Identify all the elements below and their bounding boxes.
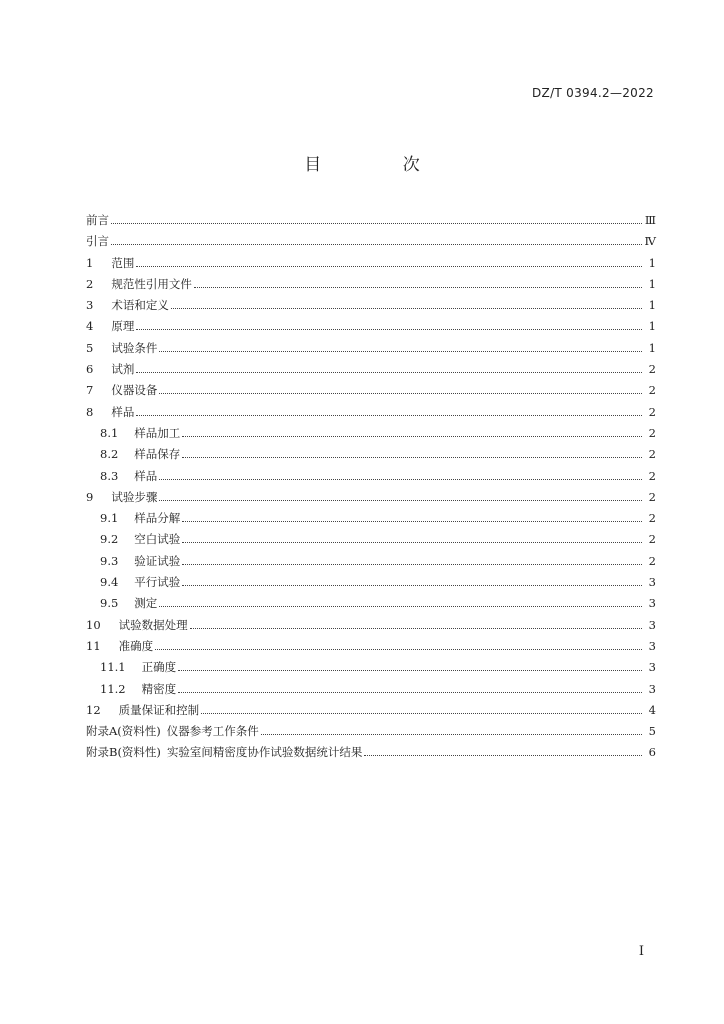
toc-entry-number: 5 bbox=[86, 340, 94, 355]
toc-leader-dots bbox=[182, 564, 642, 565]
toc-leader-dots bbox=[136, 415, 642, 416]
toc-entry-label: 范围 bbox=[111, 255, 135, 270]
toc-entry-label: 样品分解 bbox=[134, 511, 181, 526]
toc-entry[interactable] bbox=[86, 487, 656, 508]
toc-leader-dots bbox=[136, 266, 642, 267]
toc-entry-page: 3 bbox=[648, 681, 656, 696]
toc-entry-page: Ⅳ bbox=[644, 234, 656, 249]
toc-entry-page: 5 bbox=[648, 724, 656, 739]
toc-entry-page: 6 bbox=[648, 745, 656, 760]
toc-entry-number: 10 bbox=[86, 617, 101, 632]
toc-entry-page: 2 bbox=[648, 532, 656, 547]
toc-leader-dots bbox=[159, 393, 642, 394]
page-number: I bbox=[638, 944, 644, 959]
toc-entry-page: 2 bbox=[648, 511, 656, 526]
toc-entry-number: 8.3 bbox=[100, 468, 119, 483]
toc-entry-number: 11.1 bbox=[100, 660, 126, 675]
toc-entry[interactable] bbox=[86, 529, 656, 550]
toc-leader-dots bbox=[159, 606, 642, 607]
toc-entry[interactable] bbox=[86, 274, 656, 295]
toc-entry[interactable] bbox=[86, 338, 656, 359]
toc-entry-page: 3 bbox=[648, 660, 656, 675]
toc-entry-page: 2 bbox=[648, 553, 656, 568]
toc-entry[interactable] bbox=[86, 316, 656, 337]
toc-entry[interactable] bbox=[86, 402, 656, 423]
toc-entry-label: 样品保存 bbox=[134, 447, 181, 462]
toc-entry-page: 1 bbox=[648, 340, 656, 355]
toc-entry-number: 6 bbox=[86, 362, 94, 377]
toc-leader-dots bbox=[182, 542, 642, 543]
toc-entry[interactable] bbox=[86, 508, 656, 529]
table-of-contents bbox=[86, 210, 656, 764]
toc-title: 目 次 bbox=[304, 155, 458, 175]
toc-entry[interactable] bbox=[86, 679, 656, 700]
toc-entry-label: 测定 bbox=[134, 596, 158, 611]
toc-leader-dots bbox=[194, 287, 642, 288]
toc-leader-dots bbox=[159, 351, 642, 352]
toc-entry-page: 2 bbox=[648, 383, 656, 398]
toc-entry-number: 7 bbox=[86, 383, 94, 398]
toc-entry-page: 2 bbox=[648, 404, 656, 419]
toc-entry[interactable] bbox=[86, 253, 656, 274]
toc-entry-label: 引言 bbox=[86, 234, 109, 249]
toc-entry-number: 8 bbox=[86, 404, 94, 419]
toc-leader-dots bbox=[159, 500, 642, 501]
toc-leader-dots bbox=[364, 755, 642, 756]
toc-entry-number: 8.1 bbox=[100, 425, 119, 440]
toc-entry-number: 4 bbox=[86, 319, 94, 334]
toc-leader-dots bbox=[178, 670, 642, 671]
toc-leader-dots bbox=[111, 223, 642, 224]
toc-entry-label: 规范性引用文件 bbox=[111, 276, 192, 291]
toc-entry-page: 1 bbox=[648, 298, 656, 313]
toc-entry-page: 3 bbox=[648, 638, 656, 653]
toc-entry-number: 8.2 bbox=[100, 447, 119, 462]
toc-entry-page: 1 bbox=[648, 319, 656, 334]
toc-entry[interactable] bbox=[86, 231, 656, 252]
toc-entry-page: 2 bbox=[648, 489, 656, 504]
toc-entry-label: 精密度 bbox=[141, 681, 177, 696]
toc-entry-number: 附录B(资料性) bbox=[86, 745, 161, 760]
toc-leader-dots bbox=[111, 244, 642, 245]
toc-entry[interactable] bbox=[86, 295, 656, 316]
toc-leader-dots bbox=[155, 649, 642, 650]
toc-entry[interactable] bbox=[86, 615, 656, 636]
toc-leader-dots bbox=[182, 521, 642, 522]
toc-leader-dots bbox=[182, 436, 642, 437]
toc-entry-label: 仪器参考工作条件 bbox=[166, 724, 259, 739]
toc-entry[interactable] bbox=[86, 210, 656, 231]
toc-entry[interactable] bbox=[86, 572, 656, 593]
toc-entry-label: 仪器设备 bbox=[111, 383, 158, 398]
toc-entry-page: 3 bbox=[648, 596, 656, 611]
toc-entry-label: 原理 bbox=[111, 319, 135, 334]
toc-entry-page: 4 bbox=[648, 702, 656, 717]
toc-entry-number: 11.2 bbox=[100, 681, 126, 696]
toc-leader-dots bbox=[136, 329, 642, 330]
toc-entry-page: 2 bbox=[648, 425, 656, 440]
toc-entry-label: 样品加工 bbox=[134, 425, 181, 440]
toc-leader-dots bbox=[178, 692, 642, 693]
toc-entry-label: 正确度 bbox=[141, 660, 177, 675]
toc-entry-label: 实验室间精密度协作试验数据统计结果 bbox=[166, 745, 363, 760]
toc-entry-number: 1 bbox=[86, 255, 94, 270]
toc-entry-label: 试验数据处理 bbox=[118, 617, 188, 632]
toc-entry-page: 2 bbox=[648, 447, 656, 462]
toc-entry-label: 前言 bbox=[86, 213, 109, 227]
toc-entry-label: 试验条件 bbox=[111, 340, 158, 355]
toc-leader-dots bbox=[171, 308, 642, 309]
toc-entry-page: 1 bbox=[648, 276, 656, 291]
toc-entry[interactable] bbox=[86, 359, 656, 380]
toc-entry-number: 11 bbox=[86, 638, 101, 653]
toc-entry-label: 样品 bbox=[134, 468, 158, 483]
toc-entry-number: 3 bbox=[86, 298, 94, 313]
toc-entry-number: 9.1 bbox=[100, 511, 119, 526]
toc-entry-number: 9 bbox=[86, 489, 94, 504]
toc-entry-page: 3 bbox=[648, 575, 656, 590]
document-code: DZ/T 0394.2—2022 bbox=[532, 86, 654, 100]
toc-entry-number: 附录A(资料性) bbox=[86, 724, 161, 739]
toc-entry-label: 准确度 bbox=[118, 638, 154, 653]
toc-entry-label: 试验步骤 bbox=[111, 489, 158, 504]
toc-entry-label: 术语和定义 bbox=[111, 298, 169, 313]
toc-entry-number: 9.4 bbox=[100, 575, 119, 590]
toc-entry[interactable] bbox=[86, 636, 656, 657]
toc-entry-number: 12 bbox=[86, 702, 101, 717]
toc-entry-page: Ⅲ bbox=[644, 213, 656, 227]
toc-leader-dots bbox=[182, 585, 642, 586]
toc-leader-dots bbox=[201, 713, 642, 714]
toc-entry[interactable] bbox=[86, 466, 656, 487]
toc-entry[interactable] bbox=[86, 593, 656, 614]
toc-leader-dots bbox=[136, 372, 642, 373]
toc-entry-page: 2 bbox=[648, 362, 656, 377]
toc-entry[interactable] bbox=[86, 742, 656, 763]
toc-entry-page: 3 bbox=[648, 617, 656, 632]
toc-entry-number: 9.3 bbox=[100, 553, 119, 568]
toc-entry-number: 2 bbox=[86, 276, 94, 291]
toc-entry[interactable] bbox=[86, 657, 656, 678]
toc-entry-label: 空白试验 bbox=[134, 532, 181, 547]
toc-leader-dots bbox=[190, 628, 642, 629]
toc-entry-label: 试剂 bbox=[111, 362, 135, 377]
toc-entry[interactable] bbox=[86, 380, 656, 401]
toc-entry[interactable] bbox=[86, 721, 656, 742]
toc-entry-label: 平行试验 bbox=[134, 575, 181, 590]
toc-leader-dots bbox=[261, 734, 642, 735]
toc-entry-label: 样品 bbox=[111, 404, 135, 419]
toc-entry-page: 1 bbox=[648, 255, 656, 270]
toc-leader-dots bbox=[182, 457, 642, 458]
toc-entry-number: 9.2 bbox=[100, 532, 119, 547]
toc-entry-number: 9.5 bbox=[100, 596, 119, 611]
toc-entry[interactable] bbox=[86, 444, 656, 465]
toc-entry[interactable] bbox=[86, 700, 656, 721]
toc-leader-dots bbox=[159, 479, 642, 480]
toc-entry[interactable] bbox=[86, 551, 656, 572]
toc-entry[interactable] bbox=[86, 423, 656, 444]
toc-entry-page: 2 bbox=[648, 468, 656, 483]
toc-entry-label: 验证试验 bbox=[134, 553, 181, 568]
toc-entry-label: 质量保证和控制 bbox=[118, 702, 200, 717]
